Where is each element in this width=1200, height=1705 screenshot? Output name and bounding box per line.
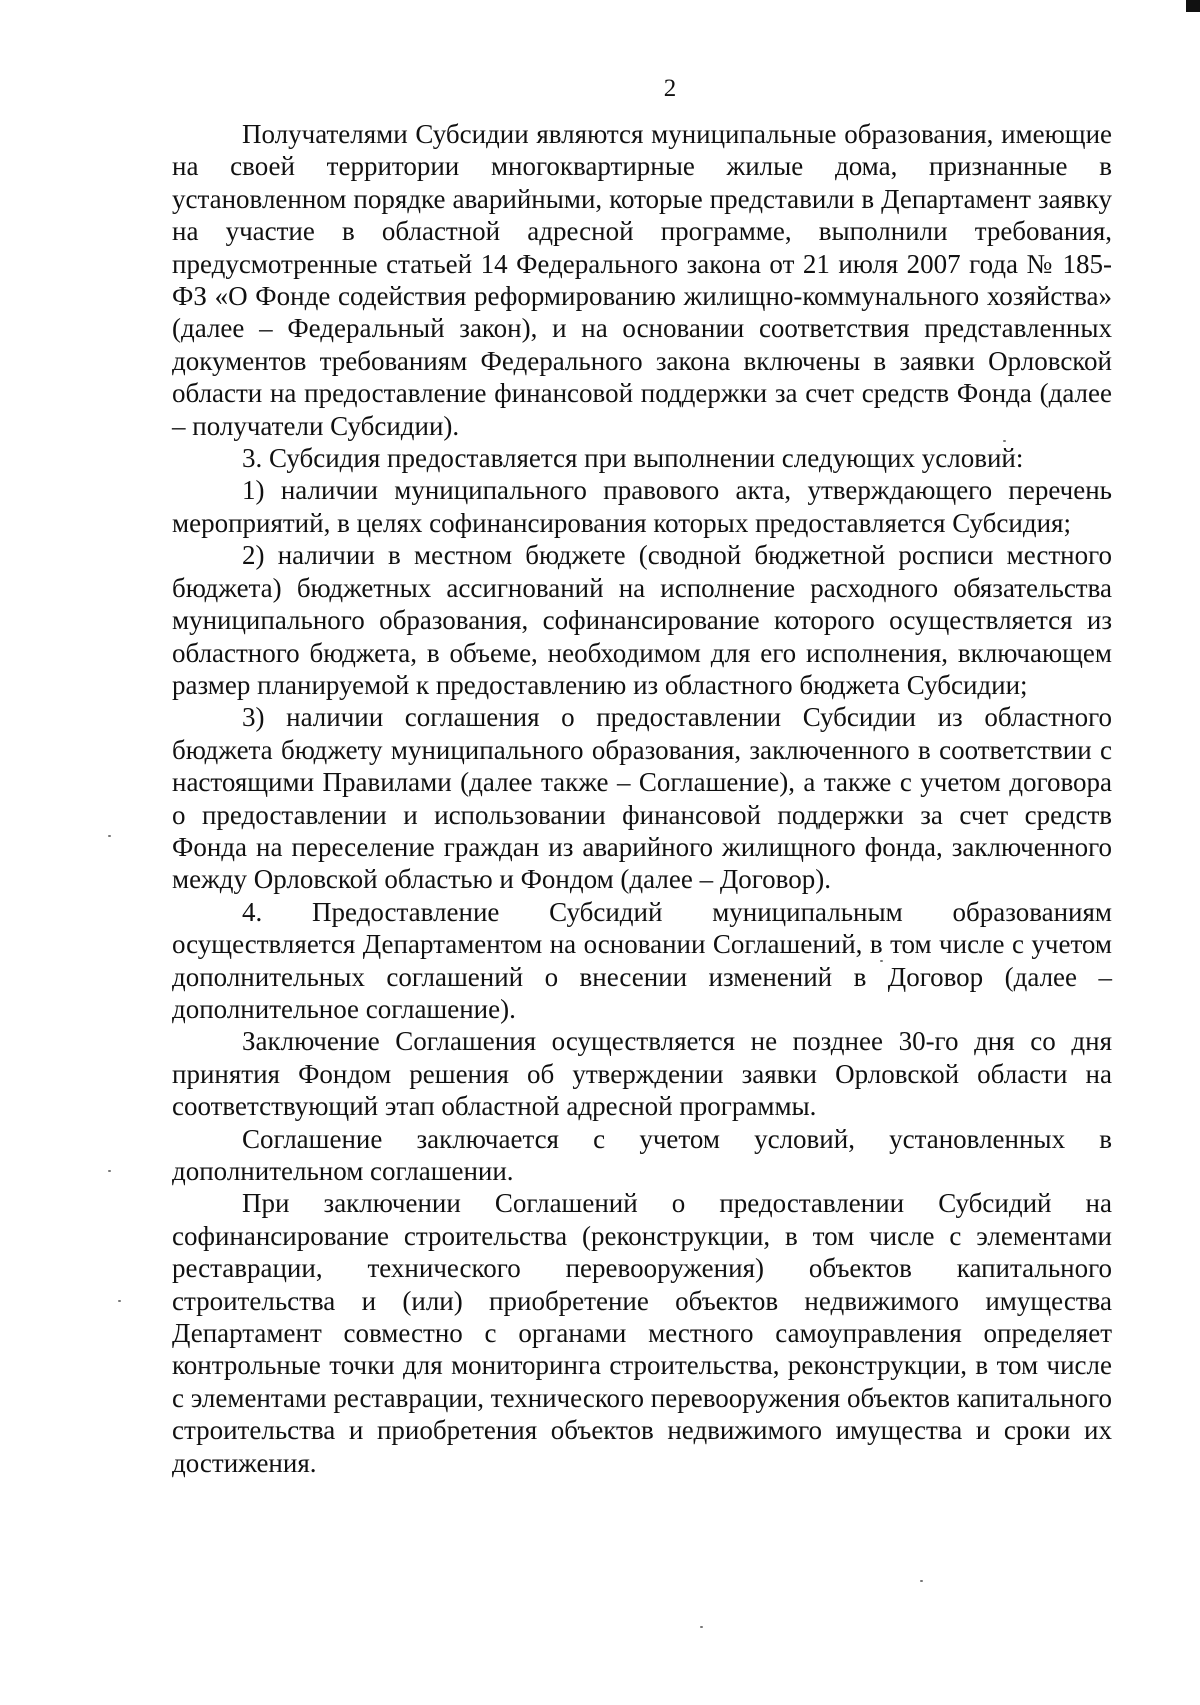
scan-speck [118, 1300, 121, 1302]
paragraph-condition-3: 3) наличии соглашения о предоставлении Субсидии из областного бюджета бюджету муниципального образования, заключенного в соответствии с настоящими Правилами (далее также – Соглашение), а также с учетом договора о предоставлении и использовании финансовой поддержки за счет средств Фонда на переселение граждан из аварийного жилищного фонда, заключенного между Орловской областью и Фондом (далее – Договор). [172, 702, 1112, 895]
paragraph-condition-2: 2) наличии в местном бюджете (сводной бюджетной росписи местного бюджета) бюджетных ассигнований на исполнение расходного обязательства муниципального образования, софинансирование которого осуществляется из областного бюджета, в объеме, необходимом для его исполнения, включающем размер планируемой к предоставлению из областного бюджета Субсидии; [172, 540, 1112, 700]
paragraph-condition-1: 1) наличии муниципального правового акта, утверждающего перечень мероприятий, в целях софинансирования которых предоставляется Субсидия; [172, 475, 1112, 538]
paragraph-agreement-deadline: Заключение Соглашения осуществляется не позднее 30-го дня со дня принятия Фондом решения об утверждении заявки Орловской области на соответствующий этап областной адресной программы. [172, 1026, 1112, 1122]
scan-corner-mark [1186, 0, 1200, 12]
paragraph-recipients: Получателями Субсидии являются муниципальные образования, имеющие на своей территории многоквартирные жилые дома, признанные в установленном порядке аварийными, которые представили в Департамент заявку на участие в областной адресной программе, выполнили требования, предусмотренные статьей 14 Федерального закона от 21 июля 2007 года № 185-ФЗ «О Фонде содействия реформированию жилищно-коммунального хозяйства» (далее – Федеральный закон), и на основании соответствия представленных документов требованиям Федерального закона включены в заявки Орловской области на предоставление финансовой поддержки за счет средств Фонда (далее – получатели Субсидии). [172, 119, 1112, 441]
paragraph-control-points: При заключении Соглашений о предоставлении Субсидий на софинансирование строительства (реконструкции, в том числе с элементами реставрации, технического перевооружения) объектов капитального строительства и (или) приобретение объектов недвижимого имущества Департамент совместно с органами местного самоуправления определяет контрольные точки для мониторинга строительства, реконструкции, в том числе с элементами реставрации, технического перевооружения объектов капитального строительства и приобретения объектов недвижимого имущества и сроки их достижения. [172, 1188, 1112, 1478]
scan-speck [108, 835, 111, 837]
document-body [172, 118, 1112, 1479]
scan-speck [920, 1580, 923, 1582]
scan-speck [108, 1170, 111, 1172]
scan-speck [700, 1626, 703, 1628]
page-number: 2 [663, 75, 677, 102]
paragraph-clause-4: 4. Предоставление Субсидий муниципальным образованиям осуществляется Департаментом на основании Соглашений, в том числе с учетом дополнительных соглашений о внесении изменений в Договор (далее – дополнительное соглашение). [172, 896, 1112, 1024]
paragraph-agreement-terms: Соглашение заключается с учетом условий, установленных в дополнительном соглашении. [172, 1123, 1112, 1186]
paragraph-clause-3: 3. Субсидия предоставляется при выполнении следующих условий: [242, 443, 1024, 474]
